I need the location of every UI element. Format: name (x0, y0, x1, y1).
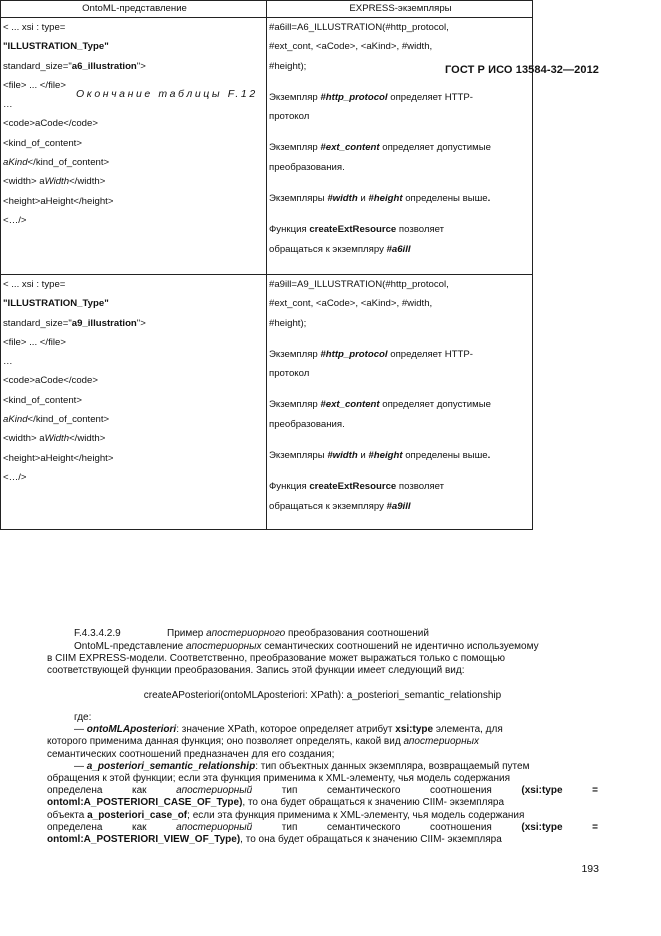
express-line: обращаться к экземпляру #a6ill (269, 243, 411, 255)
definition-line: которого применима данная функция; оно позволяет определять, какой вид апостериорных (47, 736, 479, 748)
code-line: <file> ... </file> (3, 79, 66, 91)
where-label: где: (74, 712, 92, 723)
express-line: протокол (269, 111, 310, 123)
definition-line: ontoml:A_POSTERIORI_CASE_OF_Type), то она будет обращаться к значению CIIM- экземпляра (47, 797, 505, 809)
express-line: Экземпляр #ext_content определяет допустимые (269, 399, 491, 411)
code-line: <kind_of_content> (3, 394, 82, 406)
express-line: Функция createExtResource позволяет (269, 224, 445, 236)
express-cell (267, 275, 533, 530)
code-line: "ILLUSTRATION_Type" (3, 298, 109, 310)
page-number: 193 (581, 863, 599, 875)
code-line: <kind_of_content> (3, 137, 82, 149)
express-line: #a6ill=A6_ILLUSTRATION(#http_protocol, (269, 22, 449, 33)
definition-line: ontoml:A_POSTERIORI_VIEW_OF_Type), то она будет обращаться к значению CIIM- экземпляра (47, 833, 502, 845)
express-line: Экземпляр #http_protocol определяет HTTP- (269, 348, 473, 360)
express-line: #a9ill=A9_ILLUSTRATION(#http_protocol, (269, 279, 449, 290)
section-title: Пример апостериорного преобразования соотношений (167, 628, 429, 639)
express-line: Экземпляры #width и #height определены выше. (269, 193, 491, 205)
mapping-table (0, 0, 533, 530)
express-line: #ext_cont, <aCode>, <aKind>, #width, (269, 298, 433, 310)
text-line: OntoML-представление апостериорных семантических соотношений не идентично используемому (74, 641, 539, 652)
code-line: <…/> (3, 214, 27, 226)
code-line: <code>aCode</code> (3, 375, 98, 387)
ontoml-cell (1, 275, 267, 530)
text-line: в CIIM EXPRESS-модели. Соответственно, преобразование может выражаться только с помощью (47, 653, 506, 665)
definition-line: обращения к этой функции; если эта функция применима к XML-элементу, чья модель содержания (47, 772, 511, 784)
text-line: соответствующей функции преобразования. Запись этой функции имеет следующий вид: (47, 665, 465, 677)
express-line: Экземпляр #http_protocol определяет HTTP- (269, 91, 473, 103)
code-line: … (3, 356, 13, 368)
code-line: standard_size="a9_illustration"> (3, 317, 146, 329)
function-formula: createAPosteriori(ontoMLAposteriori: XPath): a_posteriori_semantic_relationship (143, 690, 502, 701)
code-line: <…/> (3, 471, 27, 483)
code-line: "ILLUSTRATION_Type" (3, 41, 109, 53)
table-row (1, 18, 533, 275)
express-line: преобразования. (269, 161, 345, 173)
definition-line: определена как апостериорный тип семантического соотношения (xsi:type = (47, 821, 598, 833)
express-line: #height); (269, 317, 307, 329)
code-line: <height>aHeight</height> (3, 195, 114, 207)
code-line: standard_size="a6_illustration"> (3, 60, 146, 72)
code-line: <file> ... </file> (3, 336, 66, 348)
document-header: ГОСТ Р ИСО 13584-32—2012 (444, 64, 599, 76)
express-line: #height); (269, 60, 307, 72)
table-header-row (1, 1, 533, 18)
paragraph-intro (47, 641, 598, 678)
express-line: Функция createExtResource позволяет (269, 481, 445, 493)
code-line: <width> aWidth</width> (3, 433, 106, 445)
definition-line: — a_posteriori_semantic_relationship: тип объектных данных экземпляра, возвращаемый путем (74, 760, 530, 772)
code-line: <code>aCode</code> (3, 118, 98, 130)
code-line: < ... xsi : type= (3, 22, 66, 33)
table-row (1, 275, 533, 530)
column-header-ontoml: OntoML-представление (1, 1, 267, 18)
code-line: aKind</kind_of_content> (3, 414, 110, 426)
express-line: преобразования. (269, 418, 345, 430)
definitions (47, 712, 598, 846)
definition-line: — ontoMLAposteriori: значение XPath, которое определяет атрибут xsi:type элемента, для (74, 724, 503, 736)
table-caption: Окончание таблицы F.12 (76, 88, 258, 100)
express-cell (267, 18, 533, 275)
ontoml-cell (1, 18, 267, 275)
code-line: <width> aWidth</width> (3, 176, 106, 188)
code-line: aKind</kind_of_content> (3, 157, 110, 169)
express-line: Экземпляры #width и #height определены выше. (269, 450, 491, 462)
definition-line: семантических соотношений предназначен для его создания; (47, 748, 335, 760)
definition-line: определена как апостериорный тип семантического соотношения (xsi:type = (47, 785, 598, 797)
code-line: <height>aHeight</height> (3, 452, 114, 464)
section-heading (47, 628, 598, 640)
code-line: … (3, 99, 13, 111)
section-number: F.4.3.4.2.9 (74, 628, 121, 639)
express-line: протокол (269, 368, 310, 380)
code-line: < ... xsi : type= (3, 279, 66, 290)
definition-line: объекта a_posteriori_case_of; если эта функция применима к XML-элементу, чья модель содержания (47, 809, 525, 821)
express-line: Экземпляр #ext_content определяет допустимые (269, 142, 491, 154)
column-header-express: EXPRESS-экземпляры (267, 1, 533, 18)
express-line: #ext_cont, <aCode>, <aKind>, #width, (269, 41, 433, 53)
express-line: обращаться к экземпляру #a9ill (269, 500, 411, 512)
